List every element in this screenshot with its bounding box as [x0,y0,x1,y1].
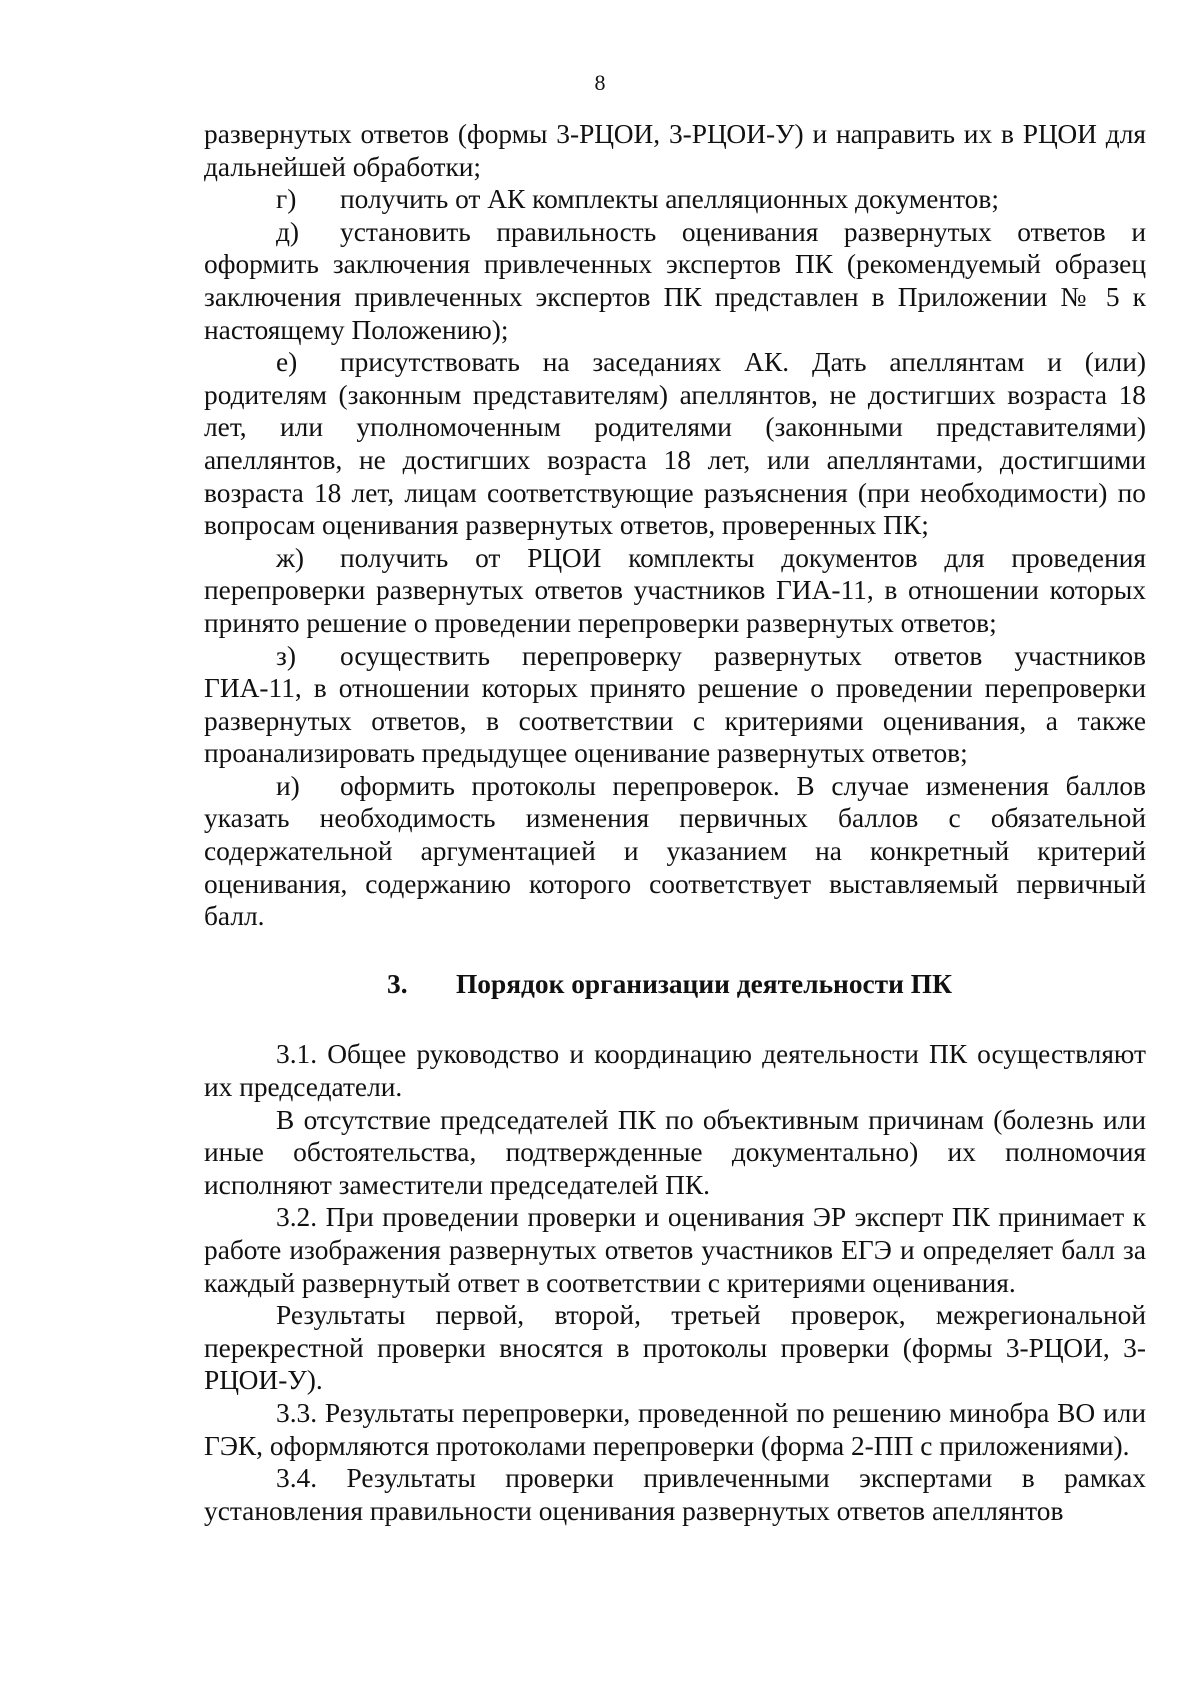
paragraph-continuation: развернутых ответов (формы 3-РЦОИ, 3-РЦОИ-У) и направить их в РЦОИ для дальнейшей обработки; [204,119,1146,182]
list-item-e [204,346,1146,542]
list-item-label: г) [276,184,297,215]
list-item-label: д) [276,216,300,247]
paragraph-3-1: 3.1. Общее руководство и координацию деятельности ПК осуществляют их председатели. [204,1039,1146,1103]
list-item-g [204,183,1146,216]
section-title: Порядок организации деятельности ПК [456,968,952,999]
list-item-label: и) [276,770,300,801]
list-item-i [204,770,1146,933]
list-item-text: получить от РЦОИ комплекты документов для проведения перепроверки развернутых ответов участников ГИА-11, в отношении которых принято решение о проведении перепроверки развернутых ответов; [204,542,1146,638]
list-item-text: установить правильность оценивания развернутых ответов и оформить заключения привлеченных экспертов ПК (рекомендуемый образец заключения привлеченных экспертов ПК представлен в Приложении № 5 к настоящему Положению); [204,216,1146,345]
paragraph-3-2-results: Результаты первой, второй, третьей проверок, межрегиональной перекрестной проверки вносятся в протоколы проверки (формы 3-РЦОИ, 3-РЦОИ-У). [204,1300,1146,1396]
list-item-text: осуществить перепроверку развернутых ответов участников ГИА-11, в отношении которых принято решение о проведении перепроверки развернутых ответов, в соответствии с критериями оценивания, а также проанализировать предыдущее оценивание развернутых ответов; [204,640,1146,769]
paragraph-3-4: 3.4. Результаты проверки привлеченными экспертами в рамках установления правильности оценивания развернутых ответов апеллянтов [204,1463,1146,1526]
list-item-text: оформить протоколы перепроверок. В случае изменения баллов указать необходимость изменения первичных баллов с обязательной содержательной аргументацией и указанием на конкретный критерий оценивания, содержанию которого соответствует выставляемый первичный балл. [204,770,1146,932]
section-number: 3. [387,968,408,999]
list-item-text: получить от АК комплекты апелляционных документов; [340,184,999,215]
list-item-d [204,216,1146,346]
list-item-label: ж) [276,542,305,573]
list-item-text: присутствовать на заседаниях АК. Дать апеллянтам и (или) родителям (законным представителям) апеллянтов, не достигших возраста 18 лет, или уполномоченным родителями (законными представителями) апеллянтов, не достигших возраста 18 лет, или апеллянтами, достигшими возраста 18 лет, лицам соответствующие разъяснения (при необходимости) по вопросам оценивания развернутых ответов, проверенных ПК; [204,347,1146,541]
list-item-zh [204,542,1146,640]
list-item-label: е) [276,347,298,378]
paragraph-3-3: 3.3. Результаты перепроверки, проведенной по решению минобра ВО или ГЭК, оформляются протоколами перепроверки (форма 2-ПП с приложениями). [204,1397,1146,1461]
list-item-z [204,640,1146,770]
paragraph-3-1-absence: В отсутствие председателей ПК по объективным причинам (болезнь или иные обстоятельства, подтвержденные документально) их полномочия исполняют заместители председателей ПК. [204,1104,1146,1200]
paragraph-3-2: 3.2. При проведении проверки и оценивания ЭР эксперт ПК принимает к работе изображения развернутых ответов участников ЕГЭ и определяет балл за каждый развернутый ответ в соответствии с критериями оценивания. [204,1202,1146,1298]
page-number: 8 [594,70,606,95]
list-item-label: з) [276,640,296,671]
document-body [204,118,1146,1527]
section-heading [204,968,1146,1001]
